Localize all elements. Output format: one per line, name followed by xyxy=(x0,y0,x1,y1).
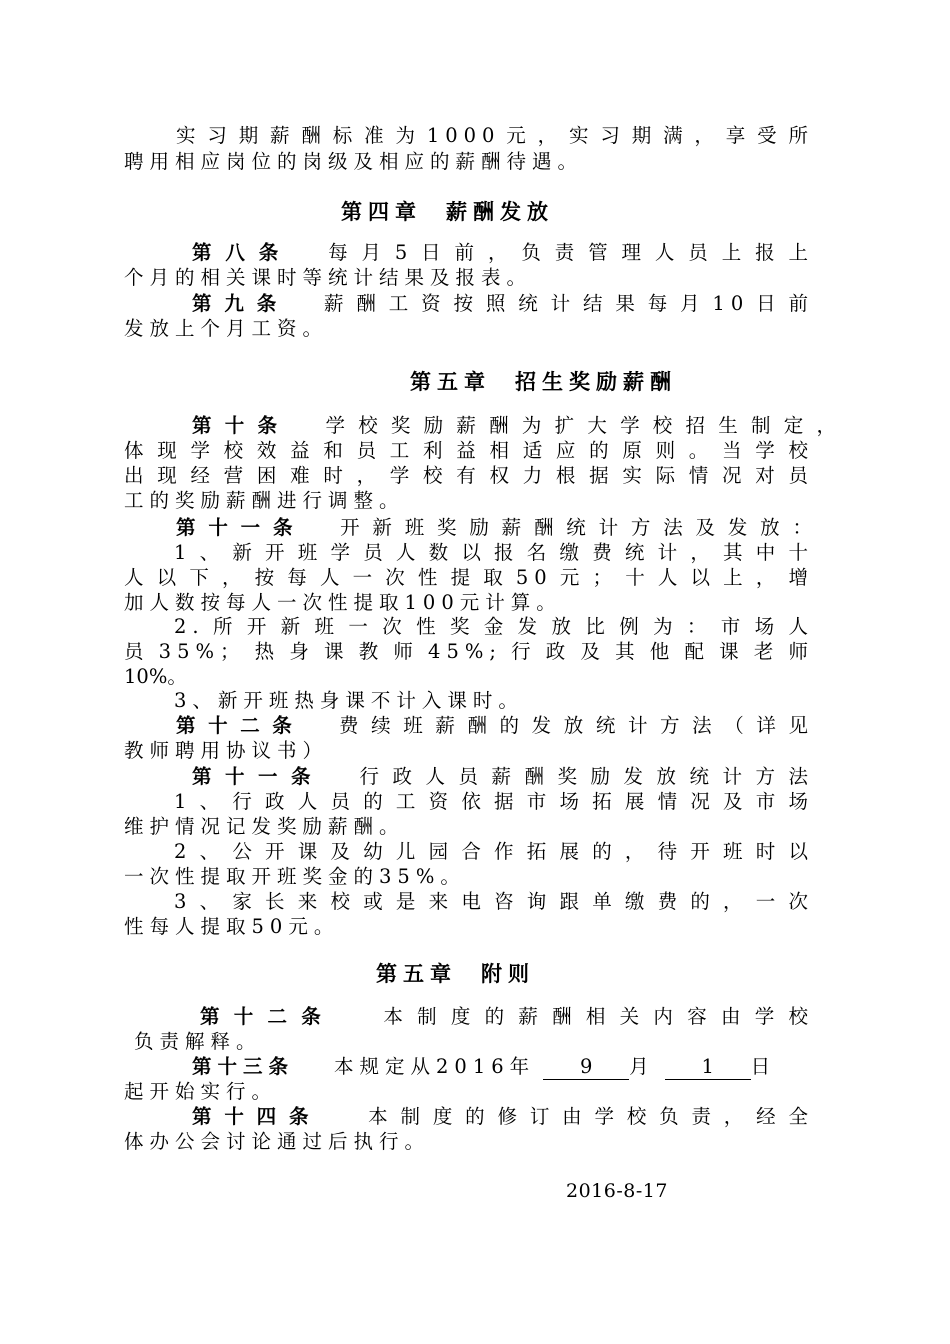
appendix-article-12-text: 本制度的薪酬相关内容由学校 xyxy=(375,1005,814,1028)
article-12-label: 第十二条 xyxy=(176,714,305,737)
chapter-appendix-title: 附则 xyxy=(481,961,535,986)
article-10-line-4: 工的奖励薪酬进行调整。 xyxy=(124,489,405,512)
article-11-item-2-line-1: 2.所开新班一次性奖金发放比例为：市场人 xyxy=(174,615,814,638)
chapter-4-title: 薪酬发放 xyxy=(446,199,554,224)
article-11b-item-1-line-1: 1、行政人员的工资依据市场拓展情况及市场 xyxy=(174,790,814,813)
article-11-item-2-line-2: 员35%；热身课教师45%;行政及其他配课老师 xyxy=(124,640,814,663)
intro-line-2: 聘用相应岗位的岗级及相应的薪酬待遇。 xyxy=(124,150,584,173)
article-8-line-2: 个月的相关课时等统计结果及报表。 xyxy=(124,266,533,289)
appendix-article-13-label: 第十三条 xyxy=(192,1055,295,1078)
article-8-line-1 xyxy=(192,240,814,265)
article-11b-item-3-line-1: 3、家长来校或是来电咨询跟单缴费的，一次 xyxy=(174,890,814,913)
article-11b-line-1 xyxy=(192,764,814,789)
appendix-article-14-label: 第十四条 xyxy=(192,1105,322,1128)
appendix-article-13-line-2: 起开始实行。 xyxy=(124,1080,278,1103)
article-11b-item-3-line-2: 性每人提取50元。 xyxy=(124,915,340,938)
chapter-appendix-heading xyxy=(376,958,535,988)
appendix-article-14-line-2: 体办公会讨论通过后执行。 xyxy=(124,1130,431,1153)
article-12-line-2: 教师聘用协议书） xyxy=(124,739,329,762)
article-11b-item-1-line-2: 维护情况记发奖励薪酬。 xyxy=(124,815,405,838)
article-11b-item-2-line-1: 2、公开课及幼儿园合作拓展的，待开班时以 xyxy=(174,840,814,863)
chapter-4-heading xyxy=(341,196,554,226)
article-9-label: 第九条 xyxy=(192,292,290,315)
article-10-line-2: 体现学校效益和员工利益相适应的原则。当学校 xyxy=(124,439,814,462)
appendix-article-13-line-1 xyxy=(192,1054,814,1080)
article-9-text: 薪酬工资按照统计结果每月10日前 xyxy=(317,292,814,315)
appendix-article-12-line-1 xyxy=(200,1004,814,1029)
article-11b-text: 行政人员薪酬奖励发放统计方法 xyxy=(352,765,814,788)
appendix-article-12-label: 第十二条 xyxy=(200,1005,336,1028)
article-10-text: 学校奖励薪酬为扩大学校招生制定， xyxy=(318,414,842,437)
chapter-4-number: 第四章 xyxy=(341,199,422,224)
article-11b-label: 第十一条 xyxy=(192,765,324,788)
appendix-article-13-text: 本规定从2016年 xyxy=(334,1055,536,1078)
month-value: 9 xyxy=(543,1054,629,1080)
article-11b-item-2-line-2: 一次性提取开班奖金的35%。 xyxy=(124,865,466,888)
article-10-label: 第十条 xyxy=(192,414,291,437)
article-8-label: 第八条 xyxy=(192,241,293,264)
article-12-line-1 xyxy=(176,713,814,738)
appendix-article-14-line-1 xyxy=(192,1104,814,1129)
article-9-line-2: 发放上个月工资。 xyxy=(124,317,329,340)
article-11-item-2-line-3: 10%。 xyxy=(124,665,187,688)
appendix-article-12-line-2: 负责解释。 xyxy=(134,1030,262,1053)
month-unit: 月 xyxy=(629,1055,655,1078)
article-11-item-3: 3、新开班热身课不计入课时。 xyxy=(174,689,524,712)
document-date: 2016-8-17 xyxy=(566,1180,668,1202)
article-8-text: 每月5日前，负责管理人员上报上 xyxy=(320,241,814,264)
article-11-label: 第十一条 xyxy=(176,516,306,539)
article-10-line-3: 出现经营困难时，学校有权力根据实际情况对员 xyxy=(124,464,814,487)
chapter-5-heading xyxy=(410,366,677,396)
chapter-5-number: 第五章 xyxy=(410,369,491,394)
article-11-line-1 xyxy=(176,515,818,540)
chapter-5-title: 招生奖励薪酬 xyxy=(515,369,677,394)
day-unit: 日 xyxy=(750,1055,777,1078)
article-9-line-1 xyxy=(192,291,814,316)
article-11-item-1-line-1: 1、新开班学员人数以报名缴费统计，其中十 xyxy=(174,541,814,564)
chapter-appendix-number: 第五章 xyxy=(376,961,457,986)
appendix-article-14-text: 本制度的修订由学校负责，经全 xyxy=(361,1105,814,1128)
intro-line-1: 实习期薪酬标准为1000元，实习期满，享受所 xyxy=(176,124,814,147)
article-12-text: 费续班薪酬的发放统计方法（详见 xyxy=(332,714,814,737)
article-10-line-1 xyxy=(192,413,842,438)
day-value: 1 xyxy=(665,1054,751,1080)
article-11-text: 开新班奖励薪酬统计方法及发放： xyxy=(333,516,818,539)
article-11-item-1-line-3: 加人数按每人一次性提取100元计算。 xyxy=(124,591,562,614)
article-11-item-1-line-2: 人以下，按每人一次性提取50元；十人以上，增 xyxy=(124,566,814,589)
